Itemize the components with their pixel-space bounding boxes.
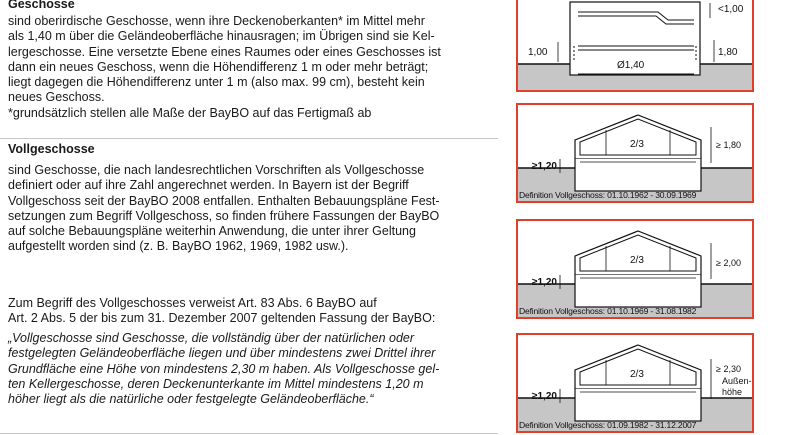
label-lt1: <1,00 [718, 4, 744, 15]
quote-paragraph [8, 331, 492, 407]
text-line: liegt dagegen die Höhendifferenz unter 1 m (also max. 99 cm), besteht kein [8, 75, 425, 90]
diagram-1969 [516, 219, 754, 319]
section-drawing [518, 335, 754, 433]
label-right: 1,80 [718, 47, 738, 58]
label-fraction: 2/3 [630, 255, 644, 266]
label-left: ≥1,20 [532, 391, 557, 402]
text-line: lergeschosse. Eine versetzte Ebene eines Raumes oder eines Geschosses ist [8, 44, 441, 59]
reference-paragraph [8, 296, 492, 327]
label-center: Ø1,40 [617, 60, 645, 71]
text-line: Vollgeschoss seit der BayBO 2008 entfallen. Enthalten Bebauungspläne Fest- [8, 193, 440, 208]
label-fraction: 2/3 [630, 369, 644, 380]
label-fraction: 2/3 [630, 139, 644, 150]
vollgeschosse-heading: Vollgeschosse [8, 142, 95, 156]
section-divider [0, 138, 498, 139]
quote-line: höher liegt als die natürliche oder festgelegte Geländeoberfläche.“ [8, 392, 374, 407]
label-left: 1,00 [528, 47, 548, 58]
geschosse-heading: Geschosse [8, 0, 75, 11]
label-right: ≥ 2,00 [716, 258, 741, 268]
diagram-1982 [516, 333, 754, 433]
text-line: auf solche Bebauungspläne weiterhin Anwendung, die unter ihrer Geltung [8, 224, 416, 239]
text-line: dann ein neues Geschoss, wenn die Höhendifferenz 1 m oder mehr beträgt; [8, 59, 429, 74]
section-drawing [518, 0, 754, 92]
quote-line: „Vollgeschosse sind Geschosse, die vollständig über der natürlichen oder [8, 331, 415, 345]
quote-line: ten Kellergeschosse, deren Deckenunterkante im Mittel mindestens 1,20 m [8, 376, 424, 391]
geschosse-paragraph [8, 14, 492, 121]
diagram-geschoss-height [516, 0, 754, 92]
text-line: Zum Begriff des Vollgeschosses verweist Art. 83 Abs. 6 BayBO auf [8, 296, 377, 310]
footnote: *grundsätzlich stellen alle Maße der BayBO auf das Fertigmaß ab [8, 105, 372, 120]
vollgeschosse-paragraph [8, 163, 492, 255]
text-line: Art. 2 Abs. 5 der bis zum 31. Dezember 2007 geltenden Fassung der BayBO: [8, 311, 436, 326]
label-right: ≥ 2,30 [716, 364, 741, 374]
label-right-2: Außen- [722, 376, 752, 386]
section-divider [0, 433, 498, 434]
text-line: sind oberirdische Geschosse, wenn ihre Deckenoberkanten* im Mittel mehr [8, 14, 425, 28]
text-line: aufgestellt worden sind (z. B. BayBO 1962, 1969, 1982 usw.). [8, 239, 349, 254]
text-line: als 1,40 m über die Geländeoberfläche hinausragen; im Übrigen sind sie Kel- [8, 29, 435, 44]
quote-line: Grundfläche eine Höhe von mindestens 2,30 m haben. Als Vollgeschosse gel- [8, 361, 440, 376]
label-right-3: höhe [722, 387, 743, 397]
diagram-caption: Definition Vollgeschoss: 01.10.1969 - 31.08.1982 [519, 306, 697, 316]
quote-line: festgelegten Geländeoberfläche liegen und über mindestens zwei Drittel ihrer [8, 346, 436, 361]
diagram-caption: Definition Vollgeschoss: 01.09.1982 - 31.12.2007 [519, 420, 697, 430]
label-left: ≥1,20 [532, 161, 557, 172]
text-line: sind Geschosse, die nach landesrechtlichen Vorschriften als Vollgeschosse [8, 163, 425, 177]
diagram-1962 [516, 103, 754, 203]
section-drawing [518, 105, 754, 203]
label-right: ≥ 1,80 [716, 140, 741, 150]
text-line: definiert oder auf ihre Zahl angerechnet werden. In Bayern ist der Begriff [8, 178, 409, 193]
label-left: ≥1,20 [532, 277, 557, 288]
diagram-caption: Definition Vollgeschoss: 01.10.1962 - 30.09.1969 [519, 190, 697, 200]
section-drawing [518, 221, 754, 319]
text-line: neues Geschoss. [8, 90, 105, 105]
text-line: setzungen zum Begriff Vollgeschoss, so finden frühere Fassungen der BayBO [8, 208, 440, 223]
